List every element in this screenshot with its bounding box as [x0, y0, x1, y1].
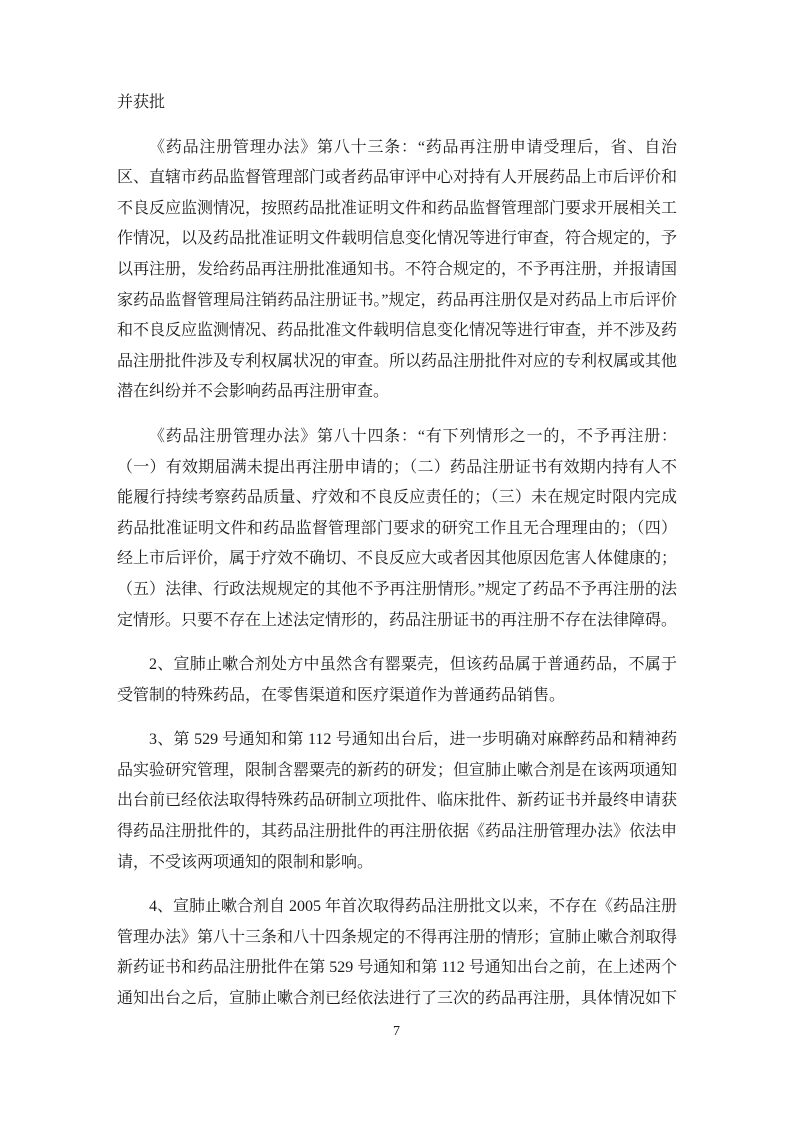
paragraph-point-4: 4、宣肺止嗽合剂自 2005 年首次取得药品注册批文以来，不存在《药品注册管理办法》第八十三条和八十四条规定的不得再注册的情形；宣肺止嗽合剂取得新药证书和药品注册批件在第 529 号通知和第 112 号通知出台之前，在上述两个通知出台之后，宣肺止嗽合剂已经依法进行了三次的药品再注册，具体情况如下	[117, 898, 678, 1008]
paragraph-article-83: 《药品注册管理办法》第八十三条：“药品再注册申请受理后，省、自治区、直辖市药品监督管理部门或者药品审评中心对持有人开展药品上市后评价和不良反应监测情况，按照药品批准证明文件和药品监督管理部门要求开展相关工作情况，以及药品批准证明文件载明信息变化情况等进行审查，符合规定的，予以再注册，发给药品再注册批准通知书。不符合规定的，不予再注册，并报请国家药品监督管理局注销药品注册证书。”规定，药品再注册仅是对药品上市后评价和不良反应监测情况、药品批准文件载明信息变化情况等进行审查，并不涉及药品注册批件涉及专利权属状况的审查。所以药品注册批件对应的专利权属或其他潜在纠纷并不会影响药品再注册审查。	[117, 138, 678, 401]
paragraph-continuation: 并获批	[117, 94, 166, 111]
paragraph-point-2: 2、宣肺止嗽合剂处方中虽然含有罂粟壳，但该药品属于普通药品，不属于受管制的特殊药品，在零售渠道和医疗渠道作为普通药品销售。	[117, 656, 677, 704]
page-number: 7	[393, 1024, 400, 1039]
document-body	[117, 88, 677, 1029]
paragraph-article-84: 《药品注册管理办法》第八十四条：“有下列情形之一的，不予再注册：（一）有效期届满未提出再注册申请的；（二）药品注册证书有效期内持有人不能履行持续考察药品质量、疗效和不良反应责任的；（三）未在规定时限内完成药品批准证明文件和药品监督管理部门要求的研究工作且无合理理由的；（四）经上市后评价，属于疗效不确切、不良反应大或者因其他原因危害人体健康的；（五）法律、行政法规规定的其他不予再注册情形。”规定了药品不予再注册的法定情形。只要不存在上述法定情形的，药品注册证书的再注册不存在法律障碍。	[117, 427, 678, 629]
paragraph-point-3: 3、第 529 号通知和第 112 号通知出台后，进一步明确对麻醉药品和精神药品实验研究管理，限制含罂粟壳的新药的研发；但宣肺止嗽合剂是在该两项通知出台前已经依法取得特殊药品研制立项批件、临床批件、新药证书并最终申请获得药品注册批件的，其药品注册批件的再注册依据《药品注册管理办法》依法申请，不受该两项通知的限制和影响。	[117, 731, 678, 871]
